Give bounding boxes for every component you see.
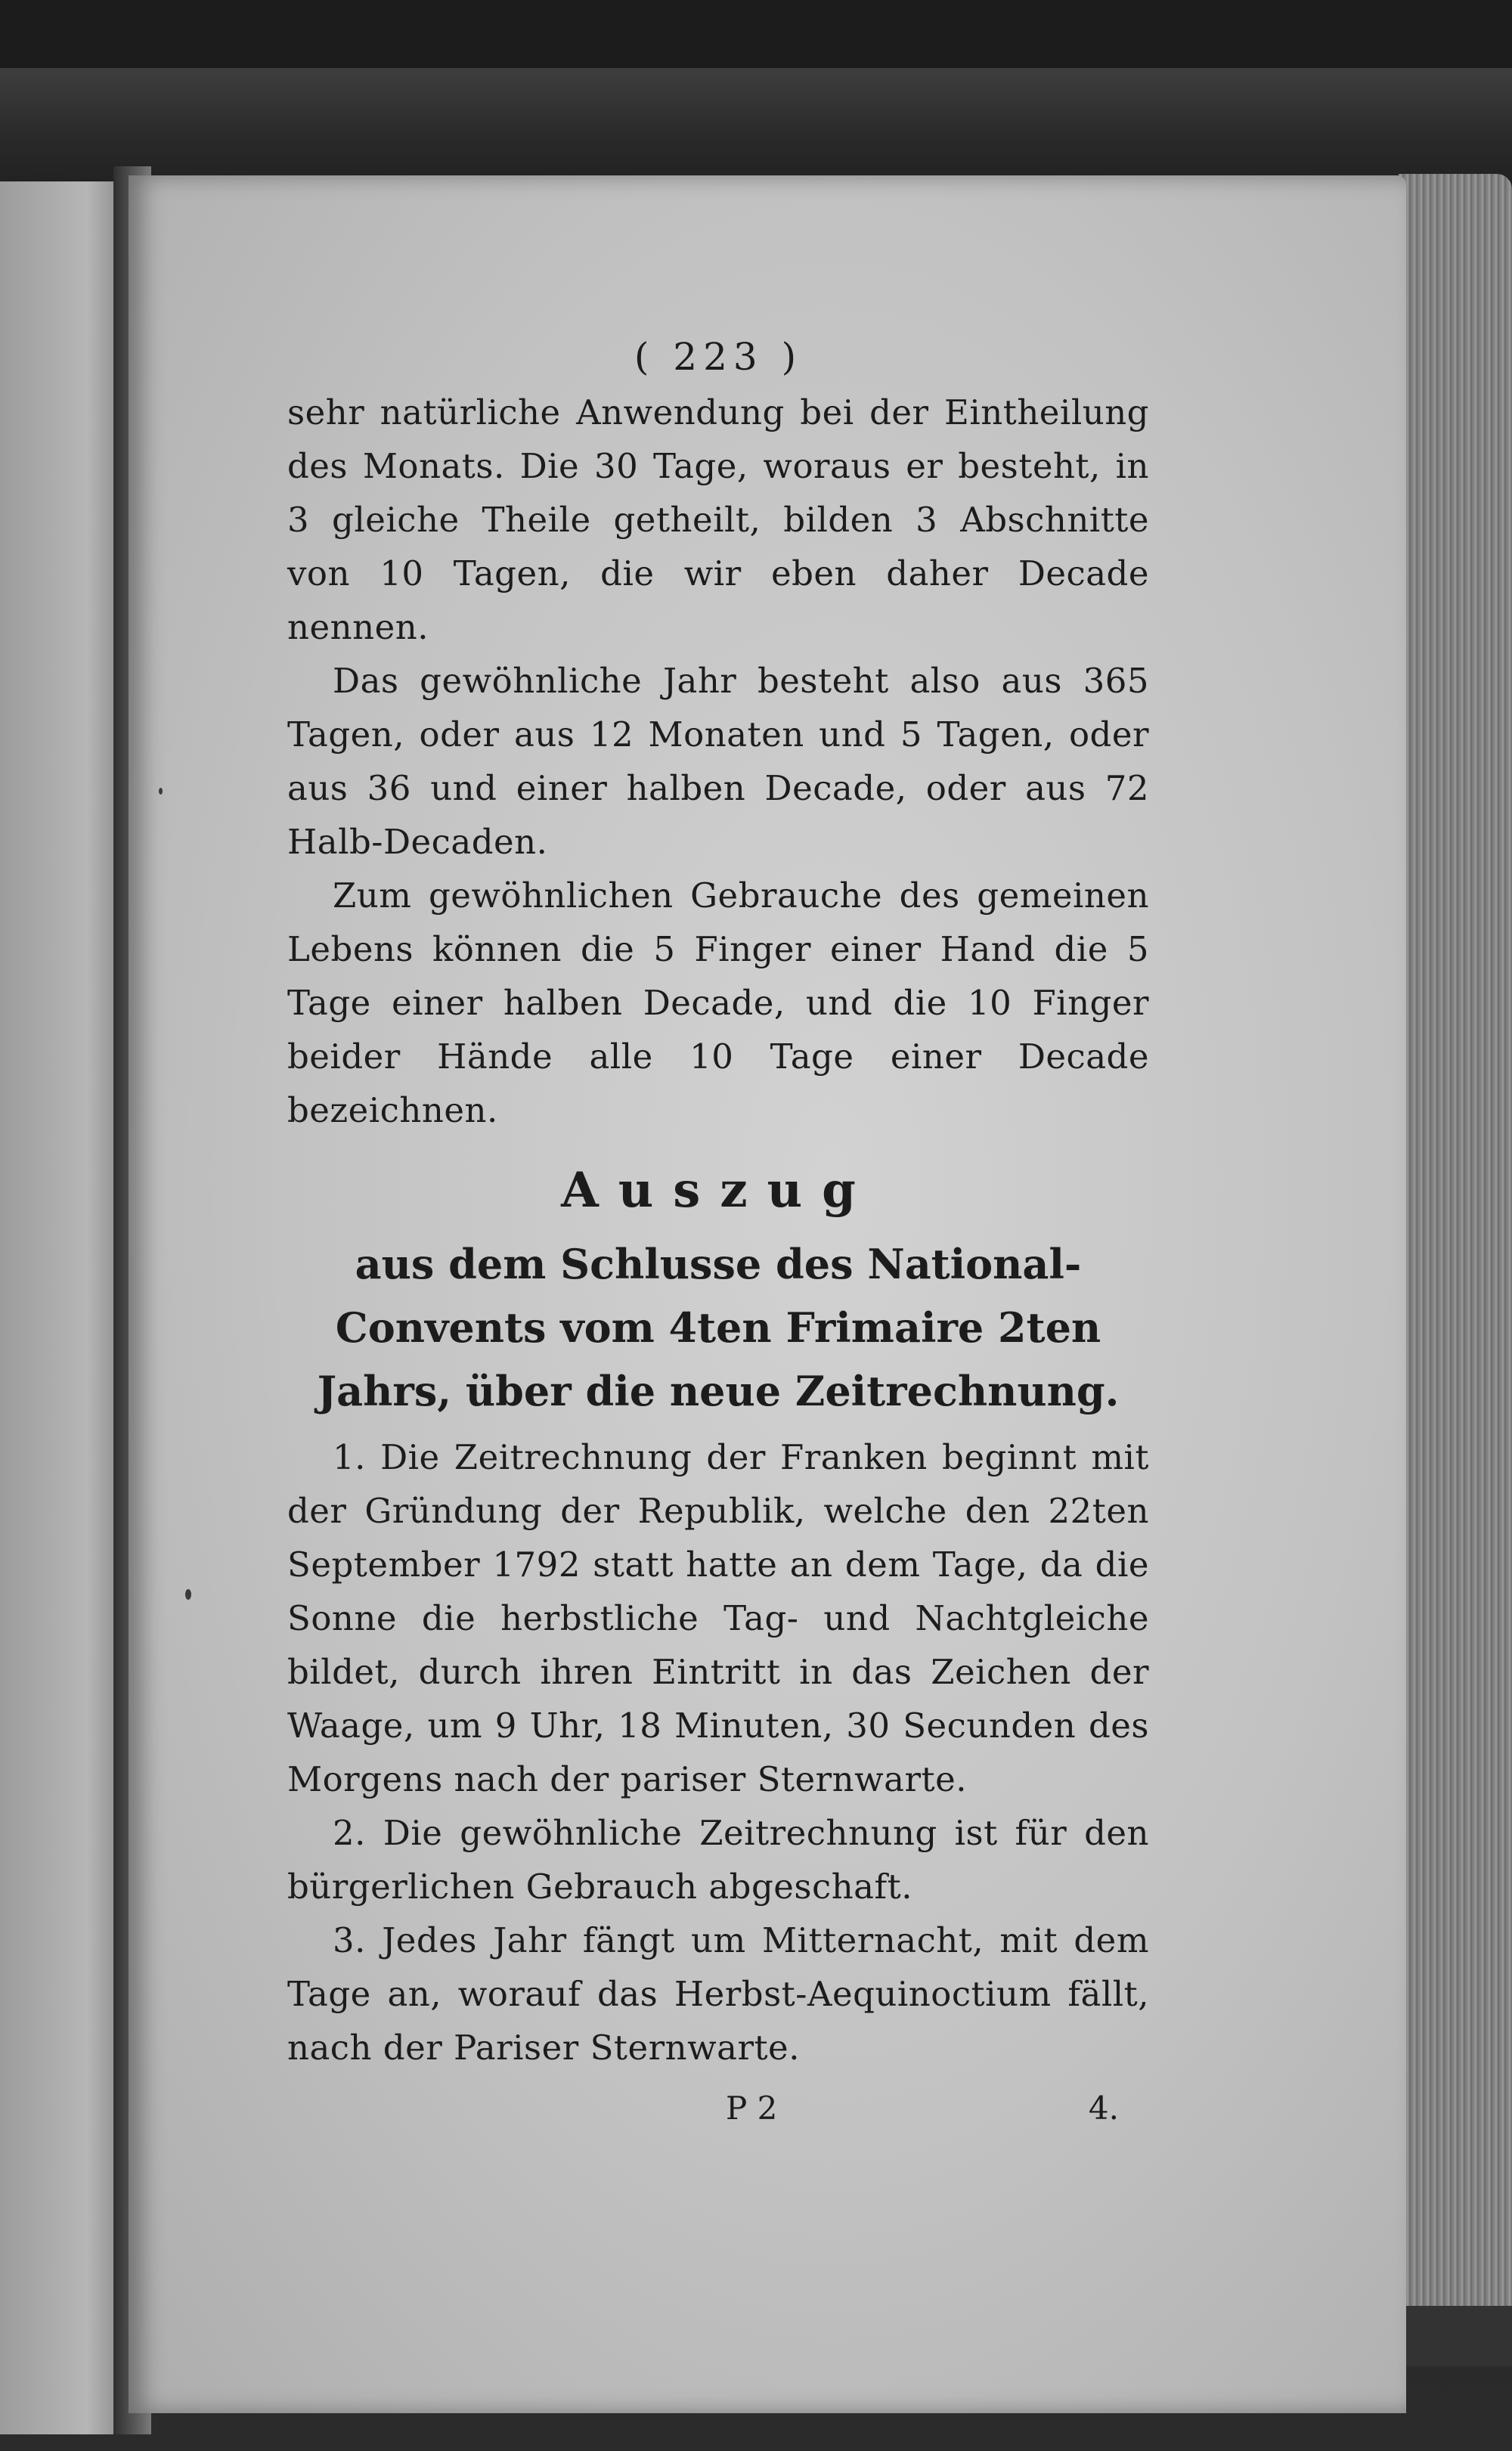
paragraph: Das gewöhnliche Jahr besteht also aus 365 Tagen, oder aus 12 Monaten und 5 Tagen, oder aus 36 und einer halben Decade, oder aus 72 Halb-Decaden. <box>287 661 1149 862</box>
signature-mark: P 2 <box>726 2090 778 2127</box>
previous-page-edge <box>0 181 125 2434</box>
page-footer <box>287 2082 1149 2135</box>
article-paragraph: 3. Jedes Jahr fängt um Mitternacht, mit dem Tage an, worauf das Herbst-Aequinoctium fällt, nach der Pariser Sternwarte. <box>287 1920 1149 2068</box>
catchword: 4. <box>1088 2090 1119 2127</box>
page-text <box>287 333 1149 2135</box>
paragraph: Zum gewöhnlichen Gebrauche des gemeinen Lebens können die 5 Finger einer Hand die 5 Tage einer halben Decade, und die 10 Finger beider Hände alle 10 Tage einer Decade bezeichnen. <box>287 875 1149 1130</box>
page-stack-shadow <box>1406 2306 1512 2366</box>
page-number: ( 223 ) <box>634 335 803 379</box>
book-binding <box>0 68 1512 181</box>
paragraph: sehr natürliche Anwendung bei der Eintheilung des Monats. Die 30 Tage, woraus er besteht, in 3 gleiche Theile getheilt, bilden 3 Abschnitte von 10 Tagen, die wir eben daher Decade nennen. <box>287 392 1149 647</box>
section-subtitle: aus dem Schlusse des National-Convents vom 4ten Frimaire 2ten Jahrs, über die neue Zeitrechnung. <box>317 1240 1120 1415</box>
section-heading: Auszug <box>561 1162 875 1219</box>
article-paragraph: 1. Die Zeitrechnung der Franken beginnt mit der Gründung der Republik, welche den 22ten September 1792 statt hatte an dem Tage, da die Sonne die herbstliche Tag- und Nachtgleiche bildet, durch ihren Eintritt in das Zeichen der Waage, um 9 Uhr, 18 Minuten, 30 Secunden des Morgens nach der pariser Sternwarte. <box>287 1437 1149 1799</box>
ink-speck <box>159 788 163 795</box>
article-paragraph: 2. Die gewöhnliche Zeitrechnung ist für den bürgerlichen Gebrauch abgeschaft. <box>287 1813 1149 1907</box>
ink-speck <box>185 1589 191 1600</box>
page-stack-edge <box>1399 174 1512 2306</box>
